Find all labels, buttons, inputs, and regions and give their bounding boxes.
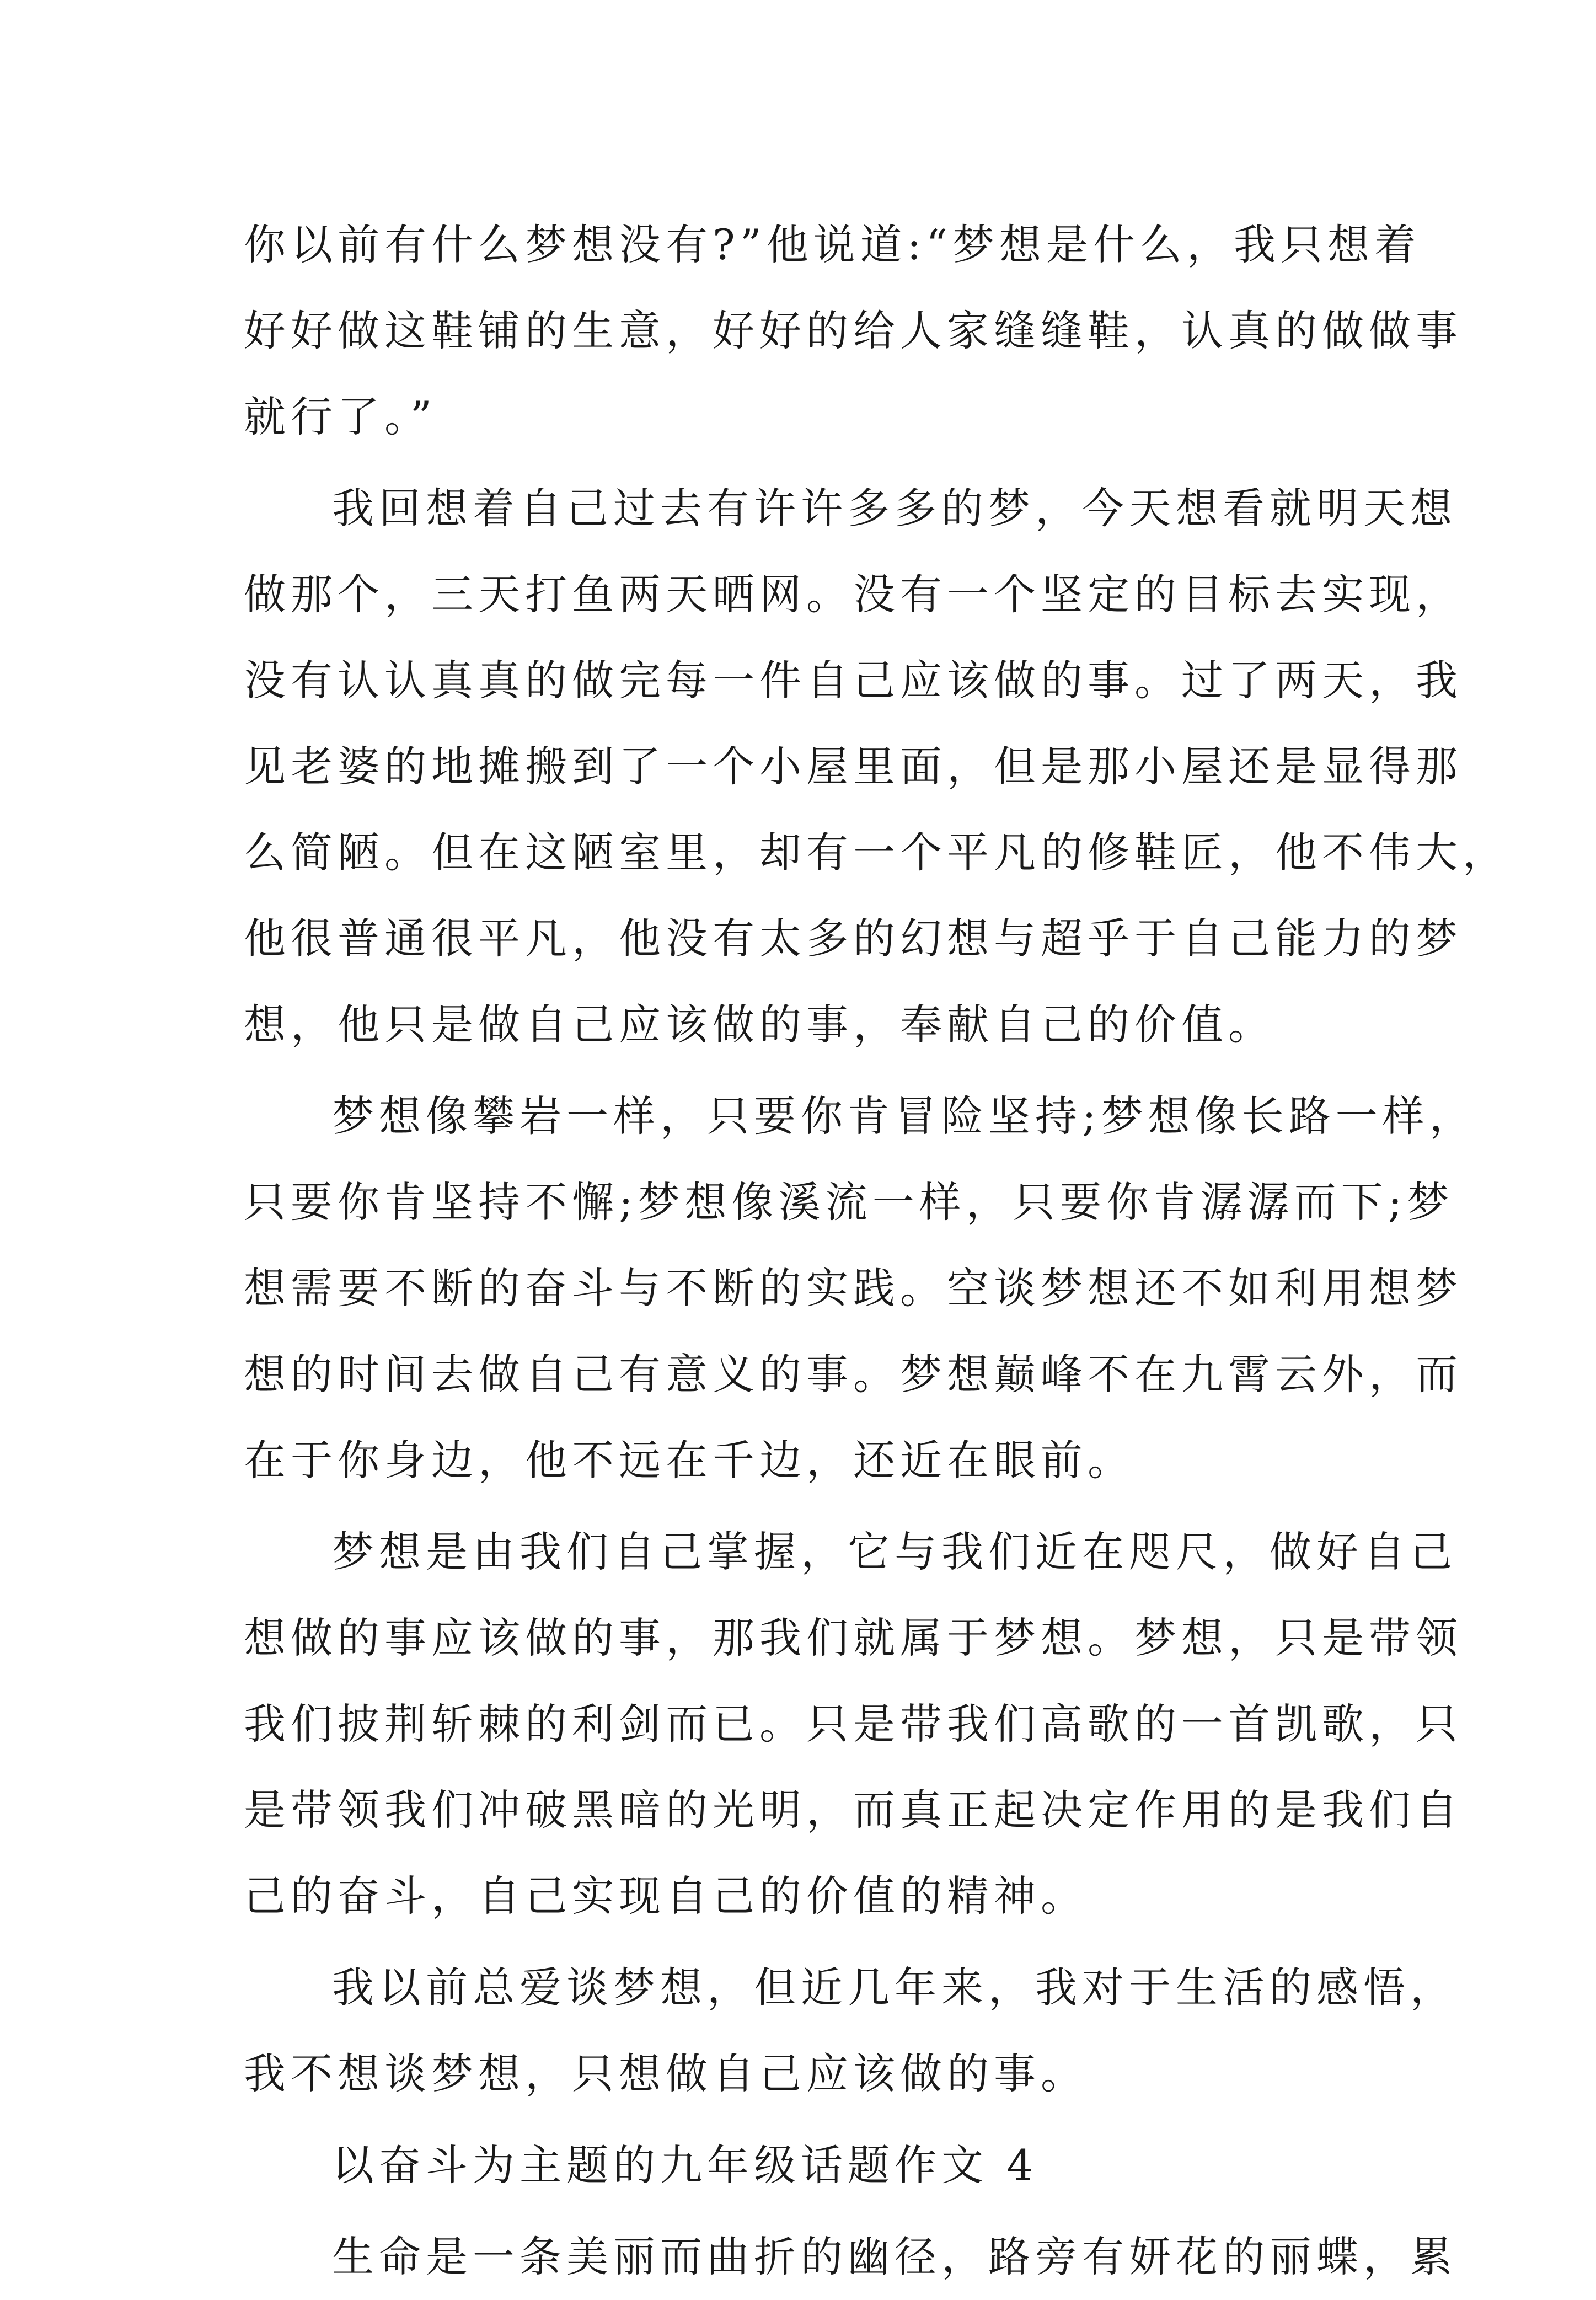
text-line: 好好做这鞋铺的生意，好好的给人家缝缝鞋，认真的做做事 — [244, 306, 1463, 355]
text-line: 想，他只是做自己应该做的事，奉献自己的价值。 — [244, 1000, 1275, 1049]
text-line: 己的奋斗，自己实现自己的价值的精神。 — [244, 1871, 1088, 1921]
text-line: 是带领我们冲破黑暗的光明，而真正起决定作用的是我们自 — [244, 1785, 1463, 1834]
paragraph-start-line: 梦想像攀岩一样，只要你肯冒险坚持;梦想像长路一样， — [332, 1092, 1476, 1141]
text-line: 想做的事应该做的事，那我们就属于梦想。梦想，只是带领 — [244, 1613, 1463, 1662]
paragraph-start-line: 我回想着自己过去有许许多多的梦，今天想看就明天想 — [332, 484, 1457, 533]
text-line: 就行了。” — [244, 392, 437, 441]
text-line: 他很普通很平凡，他没有太多的幻想与超乎于自己能力的梦 — [244, 914, 1463, 963]
text-line: 没有认认真真的做完每一件自己应该做的事。过了两天，我 — [244, 656, 1463, 705]
paragraph-start-line: 梦想是由我们自己掌握，它与我们近在咫尺，做好自己 — [332, 1527, 1457, 1576]
text-line: 我们披荆斩棘的利剑而已。只是带我们高歌的一首凯歌，只 — [244, 1699, 1463, 1748]
text-line: 想的时间去做自己有意义的事。梦想巅峰不在九霄云外，而 — [244, 1350, 1463, 1399]
text-line: 想需要不断的奋斗与不断的实践。空谈梦想还不如利用想梦 — [244, 1264, 1463, 1313]
text-line: 只要你肯坚持不懈;梦想像溪流一样，只要你肯潺潺而下;梦 — [244, 1178, 1454, 1227]
section-heading: 以奋斗为主题的九年级话题作文 4 — [332, 2141, 1038, 2190]
text-line: 见老婆的地摊搬到了一个小屋里面，但是那小屋还是显得那 — [244, 742, 1463, 791]
paragraph-start-line: 我以前总爱谈梦想，但近几年来，我对于生活的感悟， — [332, 1963, 1457, 2012]
text-line: 在于你身边，他不远在千边，还近在眼前。 — [244, 1436, 1134, 1485]
text-line: 么简陋。但在这陋室里，却有一个平凡的修鞋匠，他不伟大， — [244, 828, 1509, 877]
text-line: 你以前有什么梦想没有?”他说道:“梦想是什么，我只想着 — [244, 220, 1422, 269]
essay-body — [244, 202, 1509, 2300]
paragraph-start-line: 生命是一条美丽而曲折的幽径，路旁有妍花的丽蝶，累 — [332, 2232, 1457, 2281]
text-line: 做那个，三天打鱼两天晒网。没有一个坚定的目标去实现， — [244, 570, 1463, 619]
text-line: 我不想谈梦想，只想做自己应该做的事。 — [244, 2049, 1088, 2098]
